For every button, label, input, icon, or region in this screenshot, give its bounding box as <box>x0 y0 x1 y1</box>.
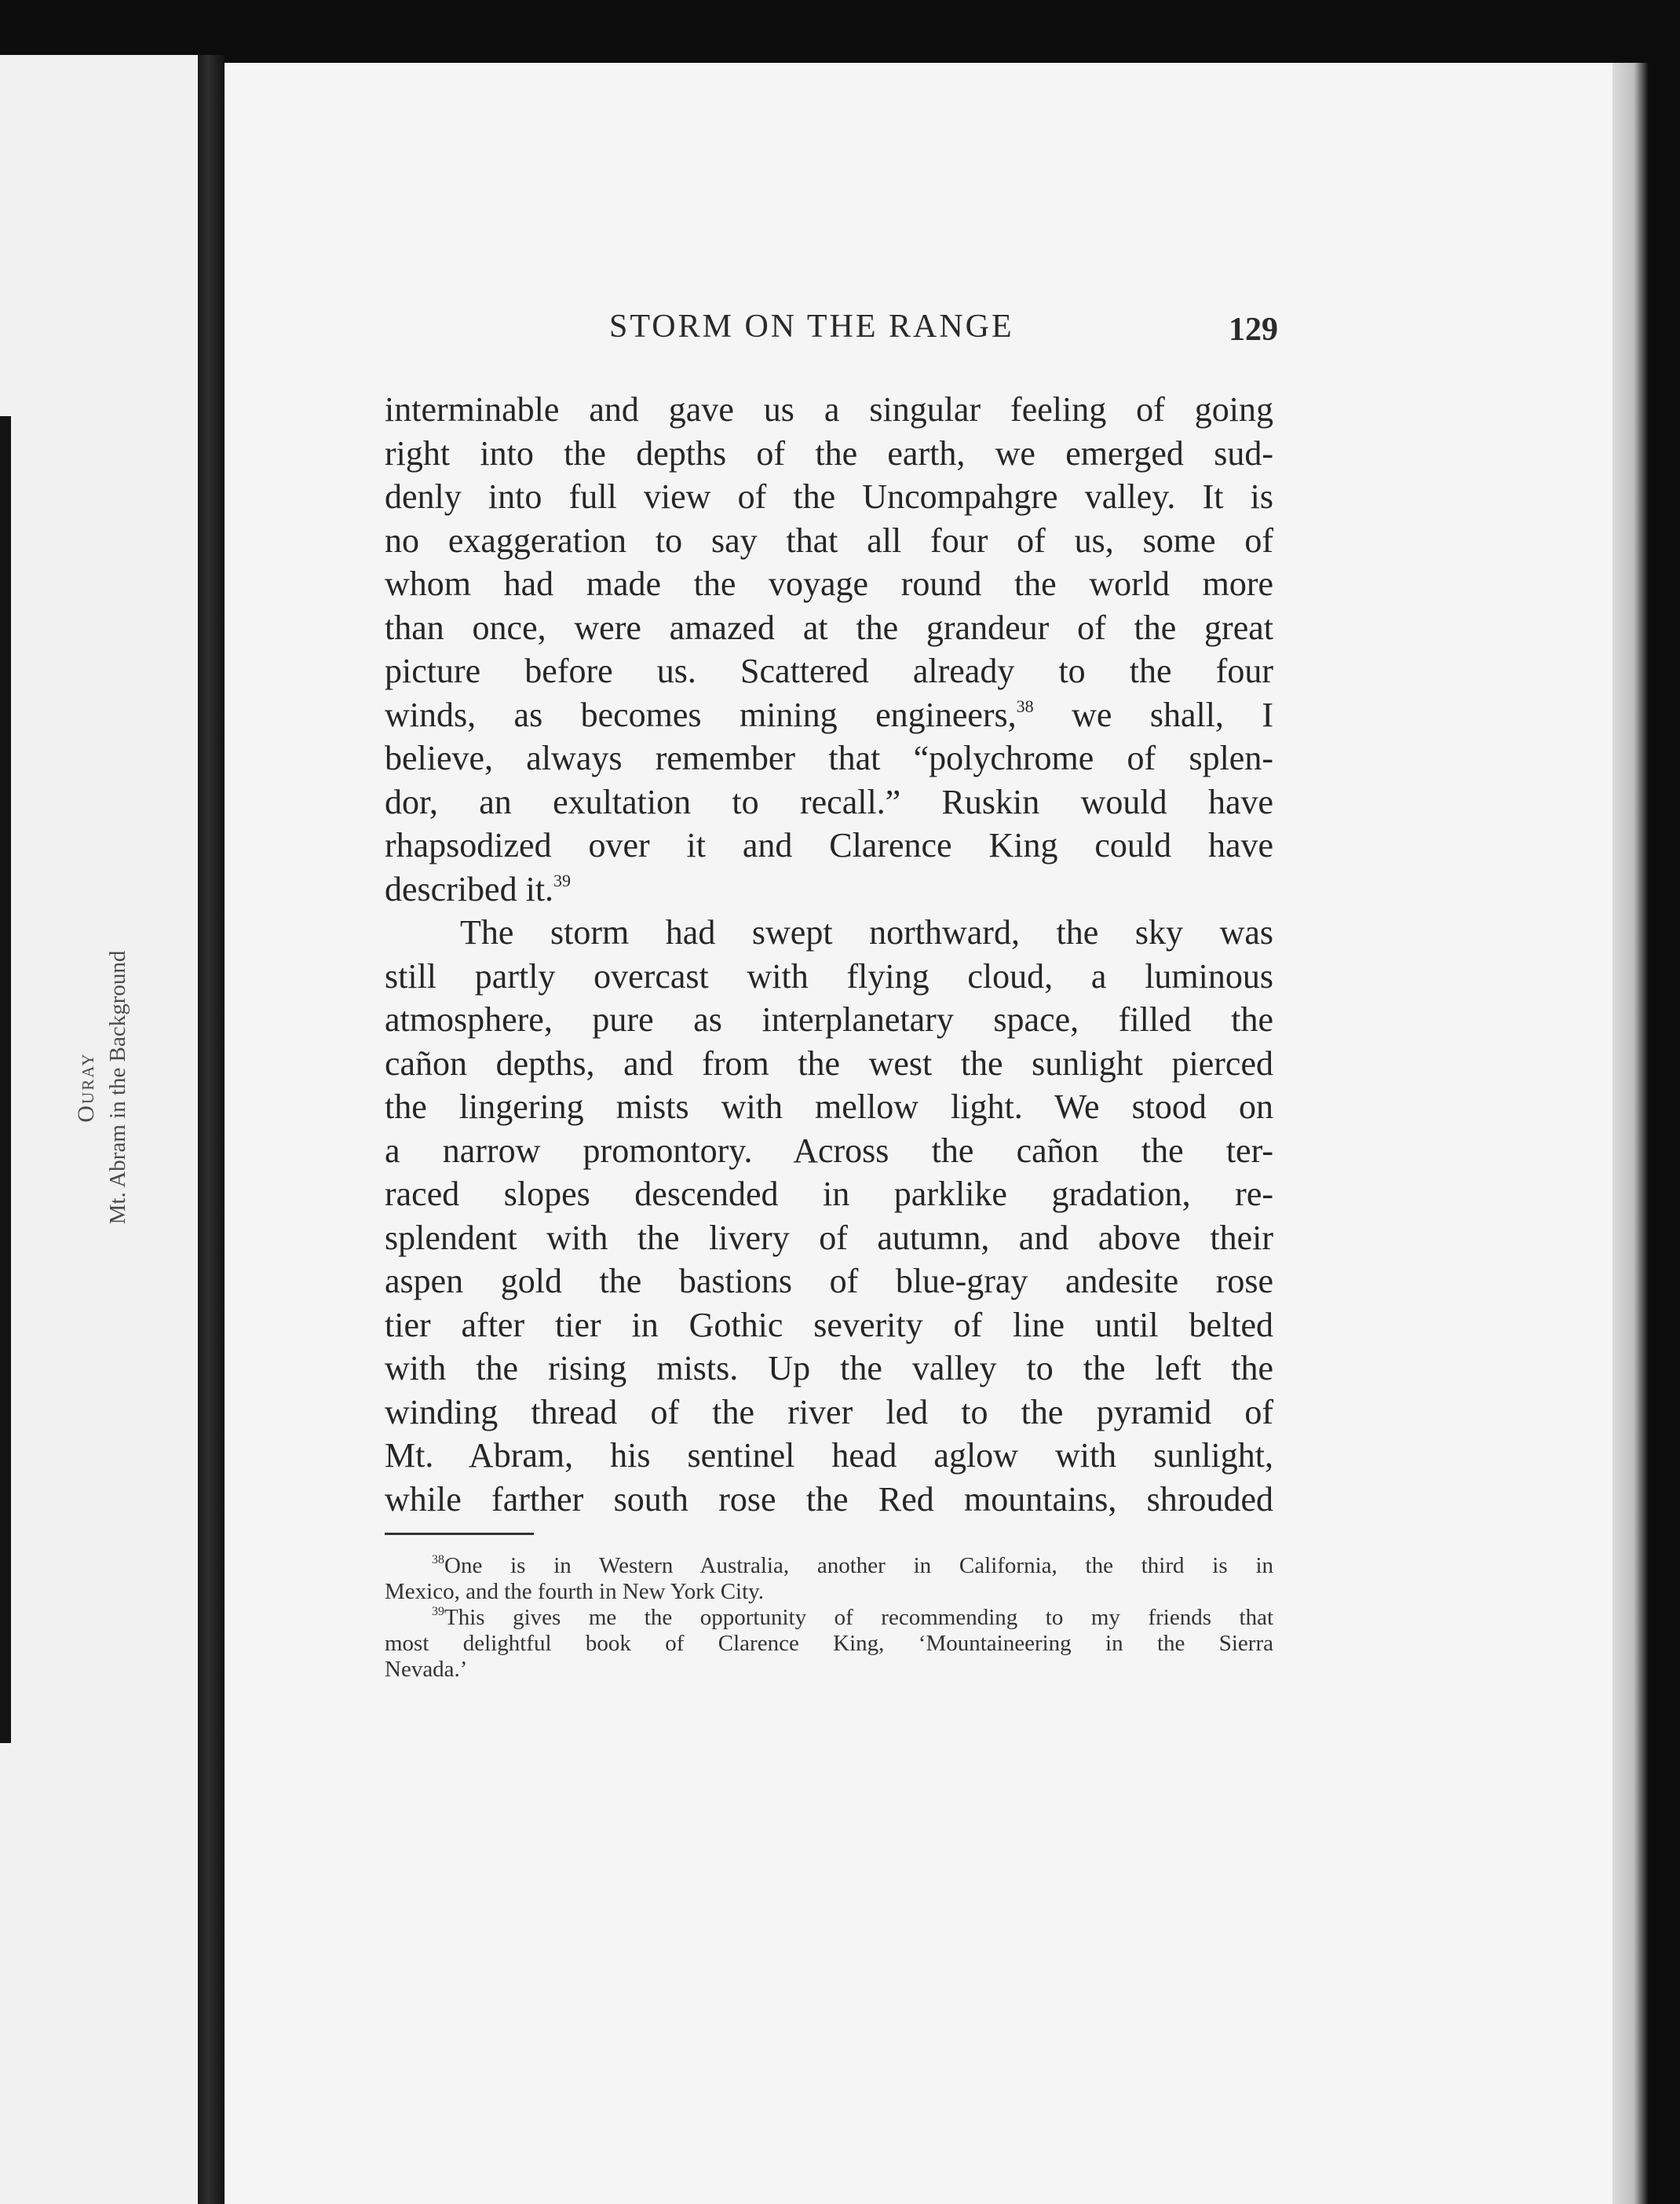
text-segment: we shall, I <box>1033 695 1273 734</box>
note-reference: 39 <box>553 870 572 890</box>
text-line: with the rising mists. Up the valley to the left the <box>385 1349 1273 1387</box>
text-line: interminable and gave us a singular feeling of going <box>385 390 1273 429</box>
footnote-mark: 39 <box>432 1605 444 1618</box>
footnote-text-line: Nevada.’ <box>385 1657 468 1682</box>
text-line: winding thread of the river led to the pyramid of <box>385 1392 1273 1431</box>
caption-subtitle: Mt. Abram in the Background <box>104 950 130 1225</box>
footnote-text-line: most delightful book of Clarence King, ‘Mountaineering in the Sierra <box>385 1631 1273 1656</box>
text-line: The storm had swept northward, the sky was <box>460 913 1273 952</box>
text-line: than once, were amazed at the grandeur of the great <box>385 608 1273 647</box>
text-segment: winds, as becomes mining engineers, <box>385 695 1017 734</box>
text-line: atmosphere, pure as interplanetary space, filled the <box>385 1000 1273 1039</box>
footnote-38 <box>385 1553 1273 1579</box>
text-line: denly into full view of the Uncompahgre valley. It is <box>385 477 1273 516</box>
footnotes <box>385 1553 1273 1683</box>
text-line: Mt. Abram, his sentinel head aglow with sunlight, <box>385 1436 1273 1475</box>
caption-title: Ouray <box>73 1052 100 1123</box>
text-line: dor, an exultation to recall.” Ruskin would have <box>385 782 1273 821</box>
plate-caption <box>71 951 133 1225</box>
text-line: while farther south rose the Red mountains, shrouded <box>385 1479 1273 1519</box>
text-line: splendent with the livery of autumn, and above their <box>385 1218 1273 1257</box>
text-line: right into the depths of the earth, we emerged sud- <box>385 433 1273 473</box>
text-line: aspen gold the bastions of blue-gray andesite rose <box>385 1262 1273 1300</box>
footnote-rule <box>385 1533 534 1535</box>
text-line-with-note <box>385 693 1273 737</box>
text-line: picture before us. Scattered already to the four <box>385 652 1273 690</box>
note-reference: 38 <box>1016 696 1034 716</box>
text-line: rhapsodized over it and Clarence King could have <box>385 826 1273 864</box>
plate-edge <box>0 416 11 1743</box>
facing-page <box>0 55 198 2204</box>
text-segment: described it. <box>385 869 554 908</box>
text-line: still partly overcast with flying cloud, a luminous <box>385 956 1273 996</box>
text-line: a narrow promontory. Across the cañon the ter- <box>385 1131 1273 1170</box>
text-line: cañon depths, and from the west the sunlight pierced <box>385 1044 1273 1083</box>
book-gutter <box>198 55 225 2204</box>
text-line: tier after tier in Gothic severity of line until belted <box>385 1305 1273 1344</box>
text-line: the lingering mists with mellow light. We stood on <box>385 1087 1273 1126</box>
page-number: 129 <box>1229 312 1278 348</box>
text-line: whom had made the voyage round the world more <box>385 565 1273 603</box>
footnote-mark: 38 <box>432 1553 444 1566</box>
footnote-text: This gives me the opportunity of recommending to my friends that <box>444 1605 1273 1630</box>
footnote-39 <box>385 1605 1273 1631</box>
running-head: STORM ON THE RANGE <box>609 309 1014 345</box>
text-line-with-note <box>385 868 1273 912</box>
page-edge <box>1612 63 1649 2204</box>
text-line: believe, always remember that “polychrome of splen- <box>385 739 1273 777</box>
footnote-text-line: Mexico, and the fourth in New York City. <box>385 1579 765 1604</box>
body-text <box>385 388 1273 1521</box>
footnote-text: One is in Western Australia, another in California, the third is in <box>444 1553 1273 1578</box>
text-line: no exaggeration to say that all four of us, some of <box>385 521 1273 560</box>
text-line: raced slopes descended in parklike gradation, re- <box>385 1175 1273 1213</box>
